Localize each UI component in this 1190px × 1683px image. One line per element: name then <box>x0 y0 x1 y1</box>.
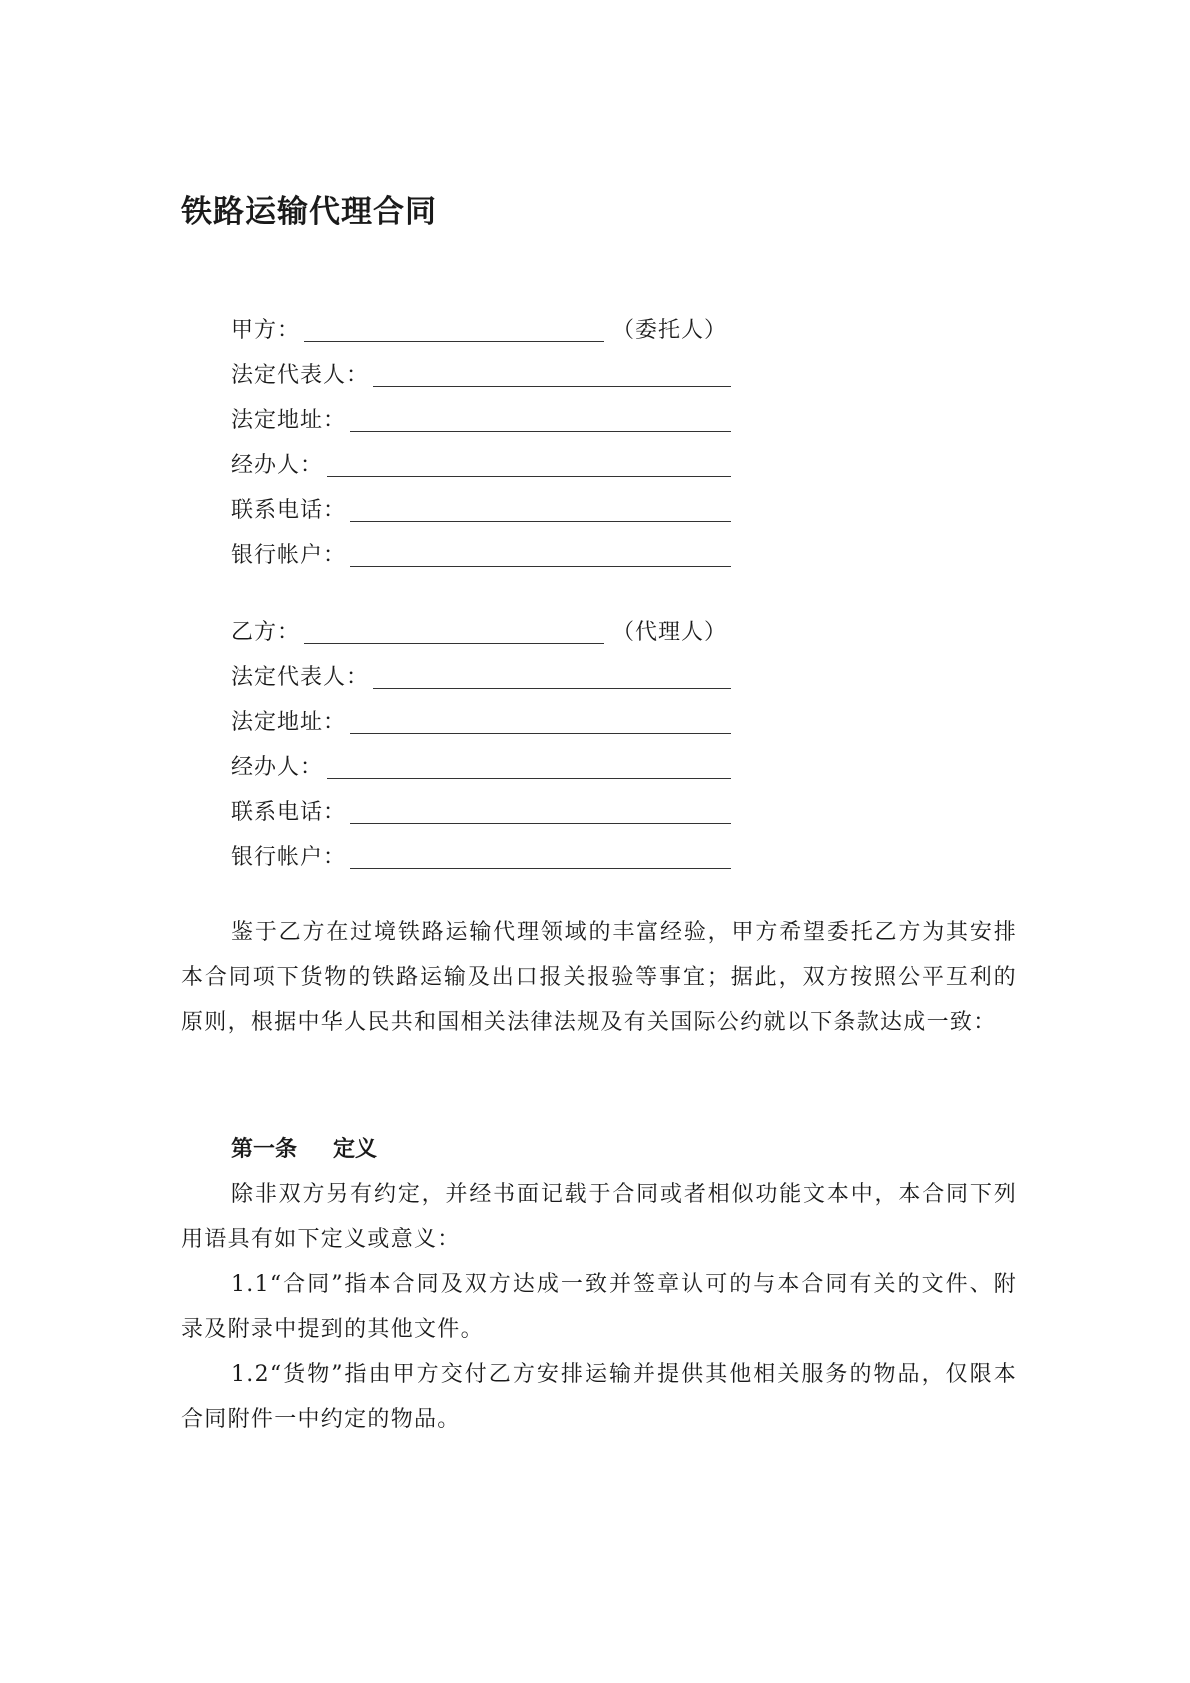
party-b-handler-label: 经办人： <box>231 755 324 780</box>
party-b-handler-row <box>231 745 731 790</box>
party-a-legal-rep-row <box>231 353 731 398</box>
party-b-bank-row <box>231 835 731 880</box>
party-b-name-row <box>231 610 731 655</box>
party-b-legal-rep-label: 法定代表人： <box>231 665 370 690</box>
document-title: 铁路运输代理合同 <box>181 194 437 230</box>
party-b-bank-blank[interactable] <box>350 868 731 869</box>
recital-paragraph: 鉴于乙方在过境铁路运输代理领域的丰富经验，甲方希望委托乙方为其安排本合同项下货物的铁路运输及出口报关报验等事宜；据此，双方按照公平互利的原则，根据中华人民共和国相关法律法规及有关国际公约就以下条款达成一致： <box>181 920 1017 1035</box>
party-b-address-row <box>231 700 731 745</box>
party-b-name-label: 乙方： <box>231 620 301 645</box>
article-1-number: 第一条 <box>231 1137 298 1162</box>
party-a-phone-blank[interactable] <box>350 521 731 522</box>
party-b-block <box>231 610 731 880</box>
party-b-address-label: 法定地址： <box>231 710 347 735</box>
article-1-title: 定义 <box>333 1137 378 1162</box>
party-b-legal-rep-blank[interactable] <box>373 688 731 689</box>
party-a-bank-blank[interactable] <box>350 566 731 567</box>
party-a-handler-row <box>231 443 731 488</box>
party-a-address-row <box>231 398 731 443</box>
article-1-heading <box>231 1127 377 1172</box>
party-a-address-label: 法定地址： <box>231 408 347 433</box>
party-b-legal-rep-row <box>231 655 731 700</box>
party-b-address-blank[interactable] <box>350 733 731 734</box>
party-a-address-blank[interactable] <box>350 431 731 432</box>
article-1-clause-1-1: 1.1“合同”指本合同及双方达成一致并签章认可的与本合同有关的文件、附录及附录中提到的其他文件。 <box>181 1272 1017 1342</box>
party-b-phone-blank[interactable] <box>350 823 731 824</box>
party-a-name-label: 甲方： <box>231 318 301 343</box>
party-a-phone-label: 联系电话： <box>231 498 347 523</box>
party-b-role: （代理人） <box>612 620 728 645</box>
article-1-clause-1-2: 1.2“货物”指由甲方交付乙方安排运输并提供其他相关服务的物品，仅限本合同附件一中约定的物品。 <box>181 1362 1017 1432</box>
party-a-handler-blank[interactable] <box>327 476 731 477</box>
article-1-intro: 除非双方另有约定，并经书面记载于合同或者相似功能文本中，本合同下列用语具有如下定义或意义： <box>181 1182 1017 1252</box>
party-b-handler-blank[interactable] <box>327 778 731 779</box>
party-b-name-blank[interactable] <box>304 643 604 644</box>
party-a-role: （委托人） <box>612 318 728 343</box>
article-1-body <box>181 1172 1017 1442</box>
party-a-legal-rep-label: 法定代表人： <box>231 363 370 388</box>
party-a-bank-row <box>231 533 731 578</box>
party-a-block <box>231 308 731 578</box>
party-a-legal-rep-blank[interactable] <box>373 386 731 387</box>
party-a-handler-label: 经办人： <box>231 453 324 478</box>
party-b-bank-label: 银行帐户： <box>231 845 347 870</box>
party-a-phone-row <box>231 488 731 533</box>
party-a-bank-label: 银行帐户： <box>231 543 347 568</box>
party-b-phone-label: 联系电话： <box>231 800 347 825</box>
party-a-name-blank[interactable] <box>304 341 604 342</box>
party-b-phone-row <box>231 790 731 835</box>
party-a-name-row <box>231 308 731 353</box>
